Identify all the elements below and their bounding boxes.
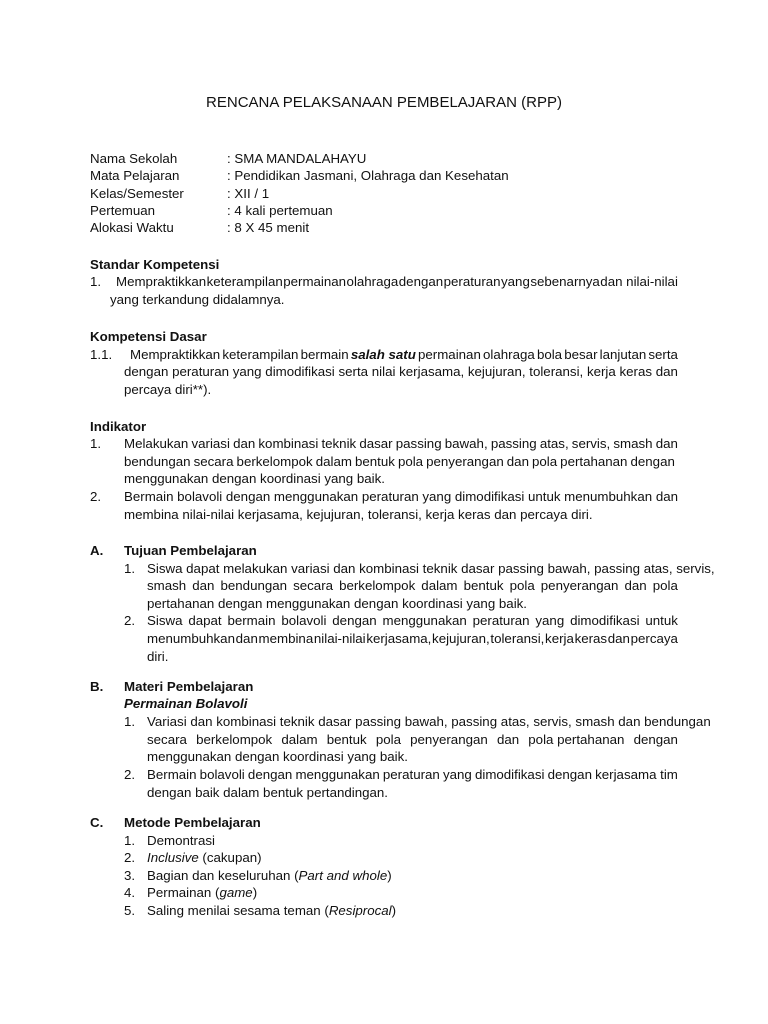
list-item-text	[116, 273, 678, 290]
list-item-text	[124, 435, 678, 452]
list-item-text: yang terkandung didalamnya.	[110, 292, 285, 307]
text-run: kejujuran,	[432, 631, 490, 646]
text-run: bolavoli	[177, 489, 223, 504]
text-run: untuk	[527, 489, 561, 504]
text-run: toleransi,	[490, 631, 545, 646]
text-run: percaya	[630, 631, 678, 646]
text-run: dan	[192, 578, 215, 593]
text-run: pola	[532, 454, 558, 469]
text-run: passing	[490, 436, 537, 451]
identity-label-subject: Mata Pelajaran	[90, 168, 180, 183]
text-run: secara	[147, 732, 187, 747]
identity-label-class: Kelas/Semester	[90, 186, 184, 201]
document-title: RENCANA PELAKSANAAN PEMBELAJARAN (RPP)	[206, 94, 562, 111]
list-item-text	[147, 630, 678, 647]
text-run: dan	[655, 436, 678, 451]
text-run: atas,	[539, 436, 569, 451]
text-run: yang	[442, 767, 472, 782]
text-run: yang	[422, 489, 452, 504]
text-run: yang	[535, 613, 565, 628]
text-run: serta	[338, 364, 369, 379]
text-run: kerja keras	[586, 364, 652, 379]
text-run: dan	[233, 436, 256, 451]
text-run: Permainan (	[147, 885, 220, 900]
text-run: smash	[147, 578, 187, 593]
text-run: Melakukan	[124, 436, 189, 451]
text-run: )	[387, 868, 392, 883]
text-run: dengan	[247, 767, 293, 782]
text-run: dan	[624, 578, 647, 593]
list-number: 1.1.	[90, 347, 113, 362]
list-number: 2.	[90, 489, 102, 504]
text-run: pola	[375, 732, 401, 747]
text-run: menggunakan	[382, 613, 467, 628]
text-run: kerja	[545, 631, 574, 646]
identity-label-meeting: Pertemuan	[90, 203, 156, 218]
text-run: Bermain	[147, 767, 197, 782]
text-run: secara	[293, 578, 334, 593]
list-item-text	[147, 612, 678, 629]
text-run: bola	[536, 347, 563, 362]
list-number: 1.	[90, 274, 102, 289]
text-run: dimodifikasi	[454, 489, 525, 504]
list-item-text: dengan baik dalam bentuk pertandingan.	[147, 785, 389, 800]
text-run: bentuk	[326, 732, 367, 747]
text-run: dasar	[359, 436, 393, 451]
text-run: yang	[232, 364, 262, 379]
text-run: sebenarnya	[530, 274, 600, 289]
text-run: bendungan	[220, 578, 288, 593]
section-subheading-materi: Permainan Bolavoli	[124, 696, 248, 711]
list-item-text	[130, 346, 678, 363]
text-run: membina	[258, 631, 314, 646]
text-run: Siswa	[147, 613, 183, 628]
text-run: permainan	[418, 347, 481, 362]
text-run: dimodifikasi	[570, 613, 640, 628]
identity-value-meeting: : 4 kali pertemuan	[227, 203, 333, 218]
list-number: 4.	[124, 885, 136, 900]
text-run: Mempraktikkan	[130, 347, 221, 362]
text-run: dan	[235, 631, 258, 646]
section-heading-indikator: Indikator	[90, 419, 147, 434]
text-run: dengan	[630, 454, 675, 469]
italic-term: Part and whole	[298, 868, 388, 883]
text-run: dimodifikasi	[474, 767, 545, 782]
text-run: dengan	[225, 489, 271, 504]
text-run: nilai	[371, 364, 396, 379]
list-number: 2.	[124, 767, 136, 782]
text-run: pola	[509, 578, 535, 593]
section-heading-kompetensi-dasar: Kompetensi Dasar	[90, 329, 207, 344]
emphasis-text: salah satu	[350, 347, 416, 362]
list-item-text: menggunakan dengan koordinasi yang baik.	[124, 471, 385, 486]
text-run: bentuk	[463, 578, 504, 593]
text-run: bolavoli	[199, 767, 245, 782]
list-item-text	[124, 453, 678, 470]
section-heading-metode: Metode Pembelajaran	[124, 815, 261, 830]
list-item-saling-menilai	[147, 902, 396, 919]
text-run: dan nilai-nilai	[600, 274, 678, 289]
text-run: dalam	[281, 732, 318, 747]
list-item-text: Siswa dapat melakukan variasi dan kombinasi teknik dasar passing bawah, passing atas, servis,	[147, 561, 715, 576]
text-run: dengan	[124, 364, 169, 379]
text-run: kombinasi	[258, 436, 319, 451]
list-item-text: Variasi dan kombinasi teknik dasar passing bawah, passing atas, servis, smash dan bendungan	[147, 714, 711, 729]
section-heading-tujuan: Tujuan Pembelajaran	[124, 543, 257, 558]
list-number: 2.	[124, 850, 136, 865]
list-item-text: membina nilai-nilai kerjasama, kejujuran, toleransi, kerja keras dan percaya diri.	[124, 507, 593, 522]
text-run: dalam	[315, 454, 352, 469]
italic-term: Inclusive	[147, 850, 199, 865]
section-heading-materi: Materi Pembelajaran	[124, 679, 254, 694]
text-run: olahraga	[346, 274, 399, 289]
text-run: Saling menilai sesama teman (	[147, 903, 329, 918]
text-run: peraturan	[172, 364, 230, 379]
list-item-bagian	[147, 867, 392, 884]
text-run: pola	[652, 578, 678, 593]
text-run: bawah,	[444, 436, 488, 451]
identity-label-school: Nama Sekolah	[90, 151, 178, 166]
section-letter: B.	[90, 679, 104, 694]
section-letter: C.	[90, 815, 104, 830]
text-run: pola	[397, 454, 424, 469]
text-run: bolavoli	[281, 613, 327, 628]
text-run: untuk	[645, 613, 678, 628]
text-run: pertahanan	[560, 454, 628, 469]
list-item-text	[147, 766, 678, 783]
text-run: (cakupan)	[198, 850, 262, 865]
list-number: 2.	[124, 613, 136, 628]
list-item-text	[124, 488, 678, 505]
text-run: kerjasama,	[399, 364, 465, 379]
list-item-inclusive	[147, 849, 262, 866]
text-run: peraturan	[443, 274, 501, 289]
text-run: dalam	[421, 578, 458, 593]
text-run: bendungan	[124, 454, 191, 469]
text-run: dengan	[547, 767, 592, 782]
text-run: menumbuhkan	[147, 631, 235, 646]
text-run: )	[391, 903, 397, 918]
text-run: servis,	[571, 436, 611, 451]
text-run: bermain	[227, 613, 276, 628]
identity-value-class: : XII / 1	[227, 186, 270, 201]
text-run: kerjasama tim	[595, 767, 678, 782]
text-run: dengan	[398, 274, 444, 289]
text-run: peraturan	[472, 613, 530, 628]
text-run: penyerangan	[426, 454, 504, 469]
italic-term: game	[219, 885, 253, 900]
text-run: peraturan	[361, 489, 419, 504]
text-run: serta	[648, 347, 678, 362]
list-item-text	[124, 363, 678, 380]
text-run: permainan	[283, 274, 347, 289]
text-run: dan	[496, 732, 520, 747]
list-number: 1.	[124, 561, 136, 576]
text-run: berkelompok	[236, 454, 313, 469]
text-run: bermain	[300, 347, 349, 362]
list-item-demontrasi: Demontrasi	[147, 833, 215, 848]
text-run: berkelompok	[339, 578, 416, 593]
section-heading-standar-kompetensi: Standar Kompetensi	[90, 257, 220, 272]
list-item-text: pertahanan dengan menggunakan dengan koordinasi yang baik.	[147, 596, 528, 611]
text-run: berkelompok	[196, 732, 273, 747]
text-run: dan	[506, 454, 529, 469]
identity-value-subject: : Pendidikan Jasmani, Olahraga dan Kesehatan	[227, 168, 509, 183]
text-run: kerjasama,	[366, 631, 432, 646]
text-run: menggunakan	[273, 489, 359, 504]
text-run: dengan	[633, 732, 678, 747]
text-run: toleransi,	[529, 364, 584, 379]
text-run: secara	[193, 454, 234, 469]
list-item-text: menggunakan dengan koordinasi yang baik.	[147, 749, 408, 764]
text-run: penyerangan	[410, 732, 488, 747]
text-run: lanjutan	[599, 347, 647, 362]
text-run: dapat	[188, 613, 222, 628]
text-run: dimodifikasi	[265, 364, 335, 379]
text-run: smash	[613, 436, 653, 451]
text-run: pola pertahanan	[528, 732, 625, 747]
text-run: passing	[395, 436, 442, 451]
text-run: besar	[564, 347, 598, 362]
list-item-text	[147, 731, 678, 748]
text-run: keterampilan	[206, 274, 283, 289]
identity-value-time: : 8 X 45 menit	[227, 220, 310, 235]
section-letter: A.	[90, 543, 104, 558]
text-run: Mempraktikkan	[116, 274, 207, 289]
italic-term: Resiprocal	[328, 903, 392, 918]
list-number: 3.	[124, 868, 136, 883]
text-run: yang	[501, 274, 530, 289]
text-run: )	[252, 885, 258, 900]
text-run: dan	[655, 364, 678, 379]
text-run: menggunakan	[295, 767, 380, 782]
text-run: peraturan	[382, 767, 440, 782]
list-number: 1.	[124, 833, 136, 848]
list-item-text: percaya diri**).	[124, 382, 212, 397]
text-run: bentuk	[354, 454, 395, 469]
text-run: variasi	[191, 436, 230, 451]
list-item-text: diri.	[147, 649, 169, 664]
list-item-permainan	[147, 884, 257, 901]
text-run: keterampilan	[222, 347, 299, 362]
text-run: kejujuran,	[467, 364, 526, 379]
text-run: nilai-nilai	[313, 631, 366, 646]
identity-label-time: Alokasi Waktu	[90, 220, 174, 235]
text-run: dengan	[332, 613, 377, 628]
text-run: olahraga	[483, 347, 535, 362]
text-run: Bagian dan keseluruhan (	[147, 868, 299, 883]
list-number: 5.	[124, 903, 136, 918]
text-run: penyerangan	[540, 578, 619, 593]
list-number: 1.	[90, 436, 102, 451]
text-run: menumbuhkan dan	[564, 489, 678, 504]
text-run: teknik	[321, 436, 357, 451]
list-item-text	[147, 577, 678, 594]
text-run: Bermain	[124, 489, 174, 504]
list-number: 1.	[124, 714, 136, 729]
identity-value-school: : SMA MANDALAHAYU	[227, 151, 367, 166]
text-run: dan	[607, 631, 630, 646]
text-run: keras	[574, 631, 608, 646]
